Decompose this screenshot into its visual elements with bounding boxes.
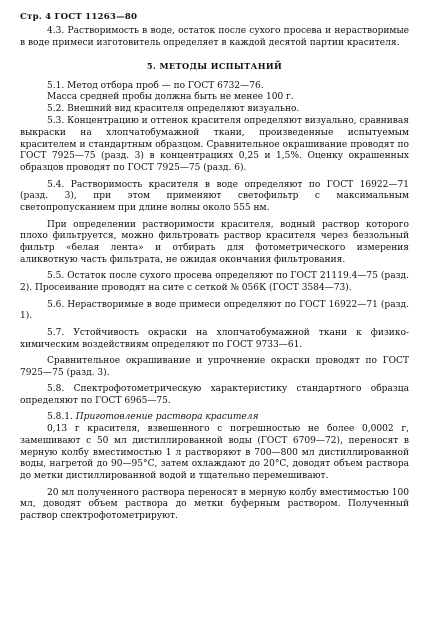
subsection-number: 5.8.1. <box>47 412 73 423</box>
paragraph-5-7-dyeing: Сравнительное окрашивание и упрочнение окраски проводят по ГОСТ 7925—75 (разд. 3). <box>20 355 409 378</box>
paragraph-4-3: 4.3. Растворимость в воде, остаток после сухого просева и нерастворимые в воде примеси изготовитель определяет в каждой десятой партии красителя. <box>20 26 409 48</box>
paragraph-5-8-1-heading <box>20 412 409 424</box>
paragraph-5-8: 5.8. Спектрофотометрическую характеристику стандартного образца определяют по ГОСТ 6965—75. <box>20 384 409 406</box>
paragraph-5-6: 5.6. Нерастворимые в воде примеси определяют по ГОСТ 16922—71 (разд. 1). <box>20 299 409 322</box>
section-title: 5. МЕТОДЫ ИСПЫТАНИЙ <box>146 60 283 71</box>
paragraph-5-8-1-solution: 20 мл полученного раствора переносят в мерную колбу вместимостью 100 мл, доводят объем раствора до метки буферным раствором. Полученный раствор спектрофотометрируют. <box>20 487 409 522</box>
page-header: Стр. 4 ГОСТ 11263—80 <box>20 12 138 22</box>
paragraph-5-4: 5.4. Растворимость красителя в воде определяют по ГОСТ 16922—71 (разд. 3), при этом применяют светофильтр с максимальным светопропусканием при длине волны около 555 нм. <box>20 179 409 214</box>
subsection-title: Приготовление раствора красителя <box>75 412 259 423</box>
paragraph-5-8-1-body: 0,13 г красителя, взвешенного с погрешностью не более 0,0002 г, замешивают с 50 мл дистиллированной воды (ГОСТ 6709—72), переносят в мерную колбу вместимостью 1 л растворяют в 700—800 мл дистиллированной воды, нагретой до 90—95°С, затем охлаждают до 20°С, доводят объем раствора до метки дистиллированной водой и тщательно перемешивают. <box>20 424 409 482</box>
paragraph-5-1-mass: Масса средней пробы должна быть не менее 100 г. <box>47 92 294 103</box>
paragraph-5-7: 5.7. Устойчивость окраски на хлопчатобумажной ткани к физико-химическим воздействиям определяют по ГОСТ 9733—61. <box>20 327 409 350</box>
paragraph-5-3: 5.3. Концентрацию и оттенок красителя определяют визуально, сравнивая выкраски на хлопчатобумажной ткани, произведенные испытуемым красителем и стандартным образцом. Сравнительное окрашивание проводят по ГОСТ 7925—75 (разд. 3) в концентрациях 0,25 и 1,5%. Оценку окрашенных образцов проводят по ГОСТ 7925—75 (разд. 6). <box>20 115 409 174</box>
paragraph-5-5: 5.5. Остаток после сухого просева определяют по ГОСТ 21119.4—75 (разд. 2). Просеивание проводят на сите с сеткой № 056К (ГОСТ 3584—73). <box>20 271 409 294</box>
paragraph-5-1: 5.1. Метод отбора проб — по ГОСТ 6732—76. <box>47 80 264 91</box>
paragraph-5-2: 5.2. Внешний вид красителя определяют визуально. <box>47 104 300 115</box>
paragraph-5-4-filtering: При определении растворимости красителя, водный раствор которого плохо фильтруется, можно фильтровать раствор красителя через беззольный фильтр «белая лента» и отбирать для фотометрического измерения аликвотную часть фильтрата, не ожидая окончания фильтрования. <box>20 219 409 265</box>
